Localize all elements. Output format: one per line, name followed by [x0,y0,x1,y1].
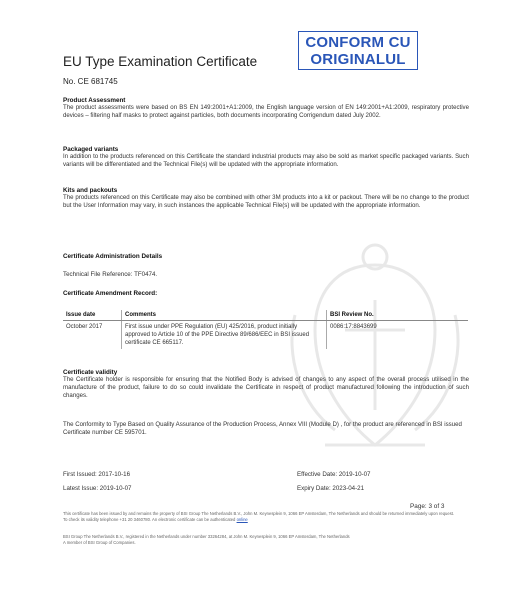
admin-heading: Certificate Administration Details [63,253,163,260]
kits-text: The products referenced on this Certificate may also be combined with other 3M products into a kit or packout. There will be no change to the product but the User Information may vary, in such instances the applicable Technical File(s) will be updated with the appropriate information. [63,194,469,209]
row-issue-date: October 2017 [66,324,103,330]
row-comment: First issue under PPE Regulation (EU) 425/2016, product initially approved to Article 10 of the PPE Directive 89/686/EEC in BSI issued certificate CE 665117. [122,321,327,350]
header-review-no: BSI Review No. [327,310,469,321]
footer-line-2-text: To check its validity telephone +31 20 3460780. An electronic certificate can be authenticated [63,516,236,522]
row-review-no: 0086:17:8843699 [327,321,469,350]
product-assessment-text: The product assessments were based on BS EN 149:2001+A1:2009, the English language version of EN 149:2001+A1:2009, respiratory protective devices – filtering half masks to protect against particles, both documents incorporating Corrigendum dated July 2002. [63,104,469,119]
crest-watermark-icon [255,235,495,475]
footer-line-1: This certificate has been issued by and remains the property of BSI Group The Netherlands B.V., John M. Keynesplein 9, 1066 EP Amsterdam, The Netherlands and should be returned immediately upon request. [63,511,455,516]
page-title: EU Type Examination Certificate [63,54,258,69]
validity-heading: Certificate validity [63,369,118,376]
header-comments: Comments [122,310,327,321]
certificate-number: No. CE 681745 [63,77,118,86]
conformity-text: The Conformity to Type Based on Quality Assurance of the Production Process, Annex VIII (Module D) , for the product are referenced in BSI issued Certificate number CE 595701. [63,421,462,436]
conform-stamp [298,31,418,70]
packaged-variants-text: In addition to the products referenced on this Certificate the standard industrial products may also be sold as market specific packaged variants. Such variants will be differentiated and the Technical File(s) will be updated with the appropriate information. [63,153,469,168]
header-issue-date: Issue date [63,310,122,321]
packaged-variants-heading: Packaged variants [63,146,119,153]
latest-issue: Latest Issue: 2019-10-07 [63,485,132,492]
product-assessment-heading: Product Assessment [63,97,126,104]
table-row [63,321,468,350]
validity-text: The Certificate holder is responsible for ensuring that the Notified Body is advised of changes to any aspect of the overall process utilised in the manufacture of the product, failure to do so could invalidate the Certificate in respect of product manufactured following the introduction of such changes. [63,376,469,399]
footer-line-3: BSI Group The Netherlands B.V., registered in the Netherlands under number 33264284, at John M. Keynesplein 9, 1066 EP Amsterdam, The Netherlands [63,534,350,539]
footer-notice [63,511,473,522]
footer-company [63,534,473,545]
first-issued: First Issued: 2017-10-16 [63,471,131,478]
amendment-record-heading: Certificate Amendment Record: [63,290,158,297]
stamp-line-2: ORIGINALUL [310,50,406,68]
footer-line-2 [63,517,473,523]
page-number: Page: 3 of 3 [410,503,445,510]
amendment-table-header [63,310,468,321]
kits-heading: Kits and packouts [63,187,118,194]
stamp-line-1: CONFORM CU [305,33,411,51]
technical-file-reference: Technical File Reference: TF0474. [63,271,158,278]
online-link[interactable]: online [236,516,248,522]
expiry-date: Expiry Date: 2023-04-21 [297,485,365,492]
footer-line-4: A member of BSI Group of Companies. [63,539,136,545]
amendment-table [63,310,468,349]
effective-date: Effective Date: 2019-10-07 [297,471,371,478]
